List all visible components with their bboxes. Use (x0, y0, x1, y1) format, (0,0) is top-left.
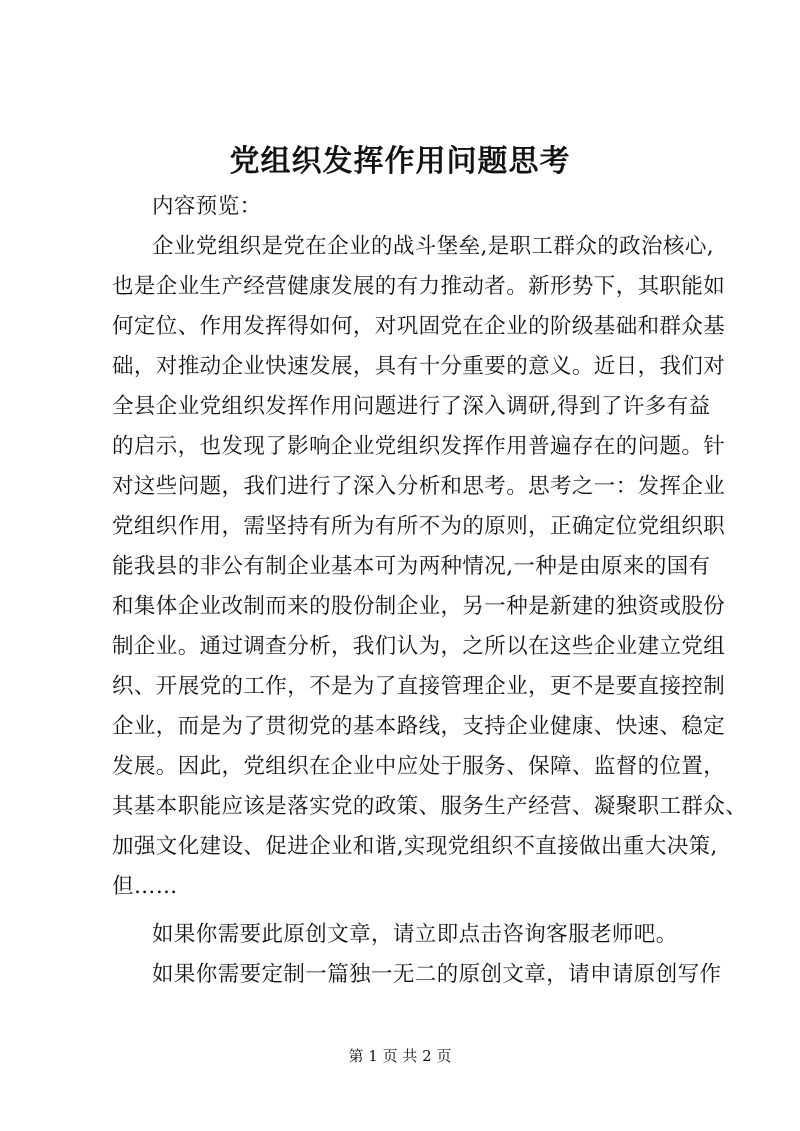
document-title: 党组织发挥作用问题思考 (229, 144, 571, 179)
custom-writing-note: 如果你需要定制一篇独一无二的原创文章，请申请原创写作 (152, 962, 722, 987)
body-line: 础，对推动企业快速发展，具有十分重要的意义。近日，我们对 (112, 354, 726, 379)
body-line: 全县企业党组织发挥作用问题进行了深入调研,得到了许多有益 (112, 394, 711, 419)
body-line: 能我县的非公有制企业基本可为两种情况,一种是由原来的国有 (112, 554, 711, 579)
body-line: 企业党组织是党在企业的战斗堡垒,是职工群众的政治核心, (152, 234, 714, 259)
body-line: 其基本职能应该是落实党的政策、服务生产经营、凝聚职工群众、 (112, 794, 748, 819)
body-line: 的启示，也发现了影响企业党组织发挥作用普遍存在的问题。针 (112, 434, 726, 459)
body-line: 加强文化建设、促进企业和谐,实现党组织不直接做出重大决策, (112, 834, 718, 859)
body-line: 制企业。通过调查分析，我们认为，之所以在这些企业建立党组 (112, 634, 726, 659)
body-line: 企业，而是为了贯彻党的基本路线，支持企业健康、快速、稳定 (112, 714, 726, 739)
body-line: 也是企业生产经营健康发展的有力推动者。新形势下，其职能如 (112, 274, 726, 299)
body-line: 何定位、作用发挥得如何，对巩固党在企业的阶级基础和群众基 (112, 314, 726, 339)
body-line: 但…… (112, 874, 178, 899)
body-line: 对这些问题，我们进行了深入分析和思考。思考之一：发挥企业 (112, 474, 726, 499)
body-line: 织、开展党的工作，不是为了直接管理企业，更不是要直接控制 (112, 674, 726, 699)
consult-note: 如果你需要此原创文章，请立即点击咨询客服老师吧。 (152, 922, 678, 947)
preview-label: 内容预览： (152, 194, 262, 219)
page-number: 第 1 页 共 2 页 (348, 1047, 452, 1065)
body-line: 发展。因此，党组织在企业中应处于服务、保障、监督的位置， (112, 754, 726, 779)
body-line: 和集体企业改制而来的股份制企业，另一种是新建的独资或股份 (112, 594, 726, 619)
body-line: 党组织作用，需坚持有所为有所不为的原则，正确定位党组织职 (112, 514, 726, 539)
